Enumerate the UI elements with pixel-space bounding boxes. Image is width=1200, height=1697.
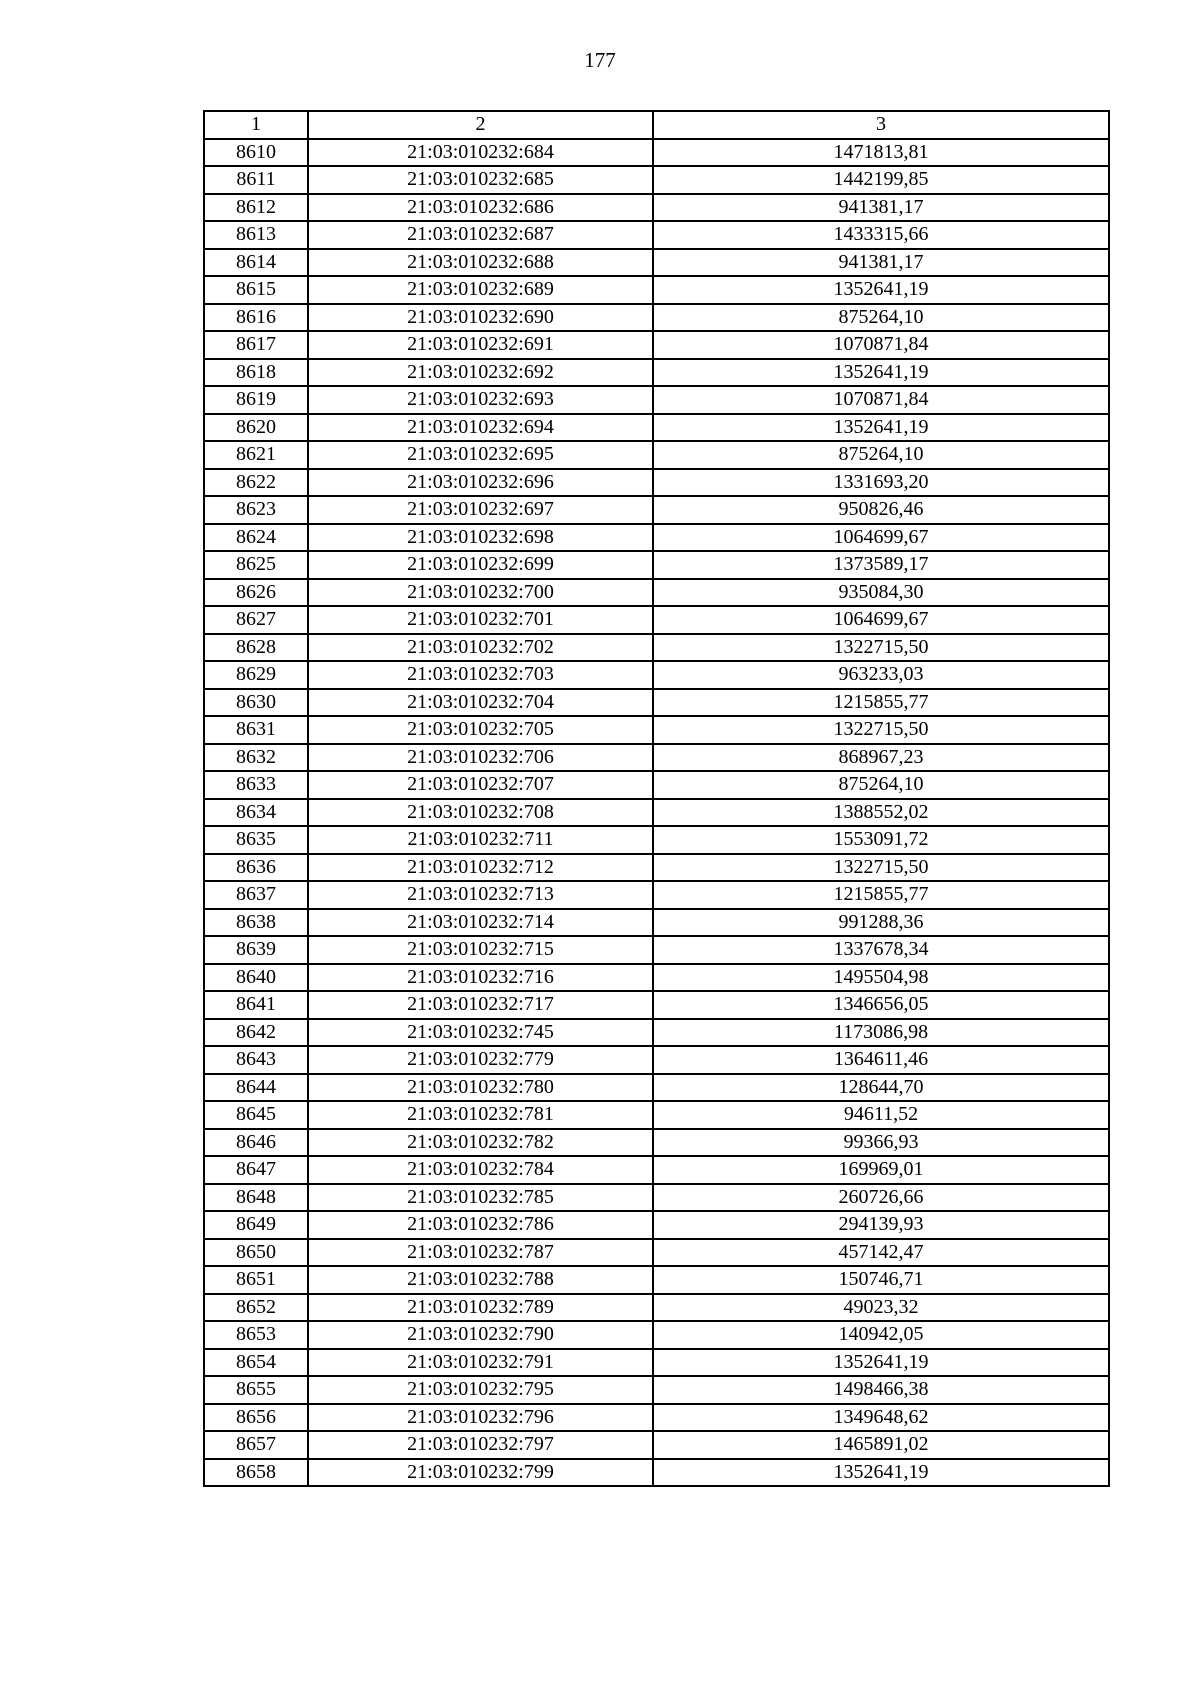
row-number-cell: 8655: [204, 1376, 308, 1404]
table-row: [204, 1046, 1109, 1074]
value-cell: 140942,05: [653, 1321, 1109, 1349]
value-cell: 1352641,19: [653, 359, 1109, 387]
cadastral-number-cell: 21:03:010232:782: [308, 1129, 653, 1157]
value-cell: 260726,66: [653, 1184, 1109, 1212]
value-cell: 868967,23: [653, 744, 1109, 772]
row-number-cell: 8632: [204, 744, 308, 772]
table-row: [204, 1156, 1109, 1184]
value-cell: 1553091,72: [653, 826, 1109, 854]
table-row: [204, 276, 1109, 304]
value-cell: 294139,93: [653, 1211, 1109, 1239]
table-row: [204, 716, 1109, 744]
table-row: [204, 689, 1109, 717]
table-header-row: [204, 111, 1109, 139]
value-cell: 1364611,46: [653, 1046, 1109, 1074]
cadastral-number-cell: 21:03:010232:745: [308, 1019, 653, 1047]
cadastral-number-cell: 21:03:010232:708: [308, 799, 653, 827]
row-number-cell: 8644: [204, 1074, 308, 1102]
row-number-cell: 8630: [204, 689, 308, 717]
table-row: [204, 249, 1109, 277]
value-cell: 875264,10: [653, 304, 1109, 332]
value-cell: 1064699,67: [653, 524, 1109, 552]
row-number-cell: 8613: [204, 221, 308, 249]
cadastral-number-cell: 21:03:010232:700: [308, 579, 653, 607]
value-cell: 1070871,84: [653, 386, 1109, 414]
cadastral-number-cell: 21:03:010232:693: [308, 386, 653, 414]
cadastral-number-cell: 21:03:010232:703: [308, 661, 653, 689]
value-cell: 1349648,62: [653, 1404, 1109, 1432]
cadastral-number-cell: 21:03:010232:711: [308, 826, 653, 854]
row-number-cell: 8626: [204, 579, 308, 607]
row-number-cell: 8618: [204, 359, 308, 387]
row-number-cell: 8622: [204, 469, 308, 497]
cadastral-number-cell: 21:03:010232:785: [308, 1184, 653, 1212]
cadastral-number-cell: 21:03:010232:714: [308, 909, 653, 937]
table-row: [204, 1239, 1109, 1267]
row-number-cell: 8640: [204, 964, 308, 992]
row-number-cell: 8633: [204, 771, 308, 799]
cadastral-number-cell: 21:03:010232:687: [308, 221, 653, 249]
cadastral-number-cell: 21:03:010232:694: [308, 414, 653, 442]
row-number-cell: 8652: [204, 1294, 308, 1322]
table-row: [204, 799, 1109, 827]
table-row: [204, 1266, 1109, 1294]
table-row: [204, 964, 1109, 992]
value-cell: 941381,17: [653, 249, 1109, 277]
value-cell: 1331693,20: [653, 469, 1109, 497]
cadastral-number-cell: 21:03:010232:712: [308, 854, 653, 882]
value-cell: 99366,93: [653, 1129, 1109, 1157]
row-number-cell: 8650: [204, 1239, 308, 1267]
value-cell: 1388552,02: [653, 799, 1109, 827]
cadastral-number-cell: 21:03:010232:717: [308, 991, 653, 1019]
value-cell: 1322715,50: [653, 634, 1109, 662]
value-cell: 1322715,50: [653, 716, 1109, 744]
cadastral-number-cell: 21:03:010232:702: [308, 634, 653, 662]
value-cell: 1215855,77: [653, 689, 1109, 717]
row-number-cell: 8619: [204, 386, 308, 414]
value-cell: 1173086,98: [653, 1019, 1109, 1047]
value-cell: 94611,52: [653, 1101, 1109, 1129]
row-number-cell: 8610: [204, 139, 308, 167]
value-cell: 1471813,81: [653, 139, 1109, 167]
row-number-cell: 8638: [204, 909, 308, 937]
table-row: [204, 1184, 1109, 1212]
table-row: [204, 1349, 1109, 1377]
row-number-cell: 8631: [204, 716, 308, 744]
row-number-cell: 8612: [204, 194, 308, 222]
row-number-cell: 8628: [204, 634, 308, 662]
cadastral-number-cell: 21:03:010232:696: [308, 469, 653, 497]
table-row: [204, 221, 1109, 249]
value-cell: 1442199,85: [653, 166, 1109, 194]
row-number-cell: 8635: [204, 826, 308, 854]
value-cell: 1064699,67: [653, 606, 1109, 634]
value-cell: 941381,17: [653, 194, 1109, 222]
table-row: [204, 991, 1109, 1019]
row-number-cell: 8617: [204, 331, 308, 359]
row-number-cell: 8647: [204, 1156, 308, 1184]
value-cell: 963233,03: [653, 661, 1109, 689]
table-row: [204, 386, 1109, 414]
row-number-cell: 8642: [204, 1019, 308, 1047]
table-row: [204, 1404, 1109, 1432]
cadastral-number-cell: 21:03:010232:706: [308, 744, 653, 772]
value-cell: 169969,01: [653, 1156, 1109, 1184]
table-row: [204, 1019, 1109, 1047]
column-header-3: 3: [653, 111, 1109, 139]
row-number-cell: 8648: [204, 1184, 308, 1212]
cadastral-number-cell: 21:03:010232:786: [308, 1211, 653, 1239]
value-cell: 1373589,17: [653, 551, 1109, 579]
value-cell: 1352641,19: [653, 1349, 1109, 1377]
row-number-cell: 8657: [204, 1431, 308, 1459]
value-cell: 1498466,38: [653, 1376, 1109, 1404]
cadastral-number-cell: 21:03:010232:789: [308, 1294, 653, 1322]
cadastral-number-cell: 21:03:010232:689: [308, 276, 653, 304]
table-row: [204, 909, 1109, 937]
table-row: [204, 524, 1109, 552]
cadastral-number-cell: 21:03:010232:705: [308, 716, 653, 744]
table-row: [204, 469, 1109, 497]
column-header-1: 1: [204, 111, 308, 139]
value-cell: 1495504,98: [653, 964, 1109, 992]
table-row: [204, 1129, 1109, 1157]
table-row: [204, 359, 1109, 387]
table-row: [204, 414, 1109, 442]
table-row: [204, 1294, 1109, 1322]
cadastral-number-cell: 21:03:010232:691: [308, 331, 653, 359]
cadastral-number-cell: 21:03:010232:707: [308, 771, 653, 799]
cadastral-number-cell: 21:03:010232:697: [308, 496, 653, 524]
table-row: [204, 1074, 1109, 1102]
table-row: [204, 634, 1109, 662]
row-number-cell: 8637: [204, 881, 308, 909]
value-cell: 1352641,19: [653, 276, 1109, 304]
value-cell: 150746,71: [653, 1266, 1109, 1294]
row-number-cell: 8624: [204, 524, 308, 552]
cadastral-number-cell: 21:03:010232:787: [308, 1239, 653, 1267]
table-row: [204, 936, 1109, 964]
table-row: [204, 551, 1109, 579]
table-row: [204, 854, 1109, 882]
value-cell: 875264,10: [653, 771, 1109, 799]
cadastral-value-table: [203, 110, 1110, 1487]
value-cell: 935084,30: [653, 579, 1109, 607]
row-number-cell: 8621: [204, 441, 308, 469]
row-number-cell: 8658: [204, 1459, 308, 1487]
value-cell: 49023,32: [653, 1294, 1109, 1322]
value-cell: 1346656,05: [653, 991, 1109, 1019]
table-row: [204, 1459, 1109, 1487]
cadastral-number-cell: 21:03:010232:795: [308, 1376, 653, 1404]
row-number-cell: 8620: [204, 414, 308, 442]
table-body: [204, 139, 1109, 1487]
cadastral-number-cell: 21:03:010232:799: [308, 1459, 653, 1487]
row-number-cell: 8615: [204, 276, 308, 304]
value-cell: 875264,10: [653, 441, 1109, 469]
table-row: [204, 826, 1109, 854]
row-number-cell: 8641: [204, 991, 308, 1019]
cadastral-number-cell: 21:03:010232:715: [308, 936, 653, 964]
row-number-cell: 8634: [204, 799, 308, 827]
cadastral-number-cell: 21:03:010232:796: [308, 1404, 653, 1432]
table-row: [204, 771, 1109, 799]
column-header-2: 2: [308, 111, 653, 139]
row-number-cell: 8645: [204, 1101, 308, 1129]
value-cell: 1215855,77: [653, 881, 1109, 909]
row-number-cell: 8639: [204, 936, 308, 964]
row-number-cell: 8625: [204, 551, 308, 579]
value-cell: 1352641,19: [653, 414, 1109, 442]
page-number: 177: [584, 48, 616, 72]
table-row: [204, 606, 1109, 634]
cadastral-number-cell: 21:03:010232:791: [308, 1349, 653, 1377]
table-row: [204, 881, 1109, 909]
value-cell: 1465891,02: [653, 1431, 1109, 1459]
row-number-cell: 8656: [204, 1404, 308, 1432]
table-row: [204, 661, 1109, 689]
table-row: [204, 496, 1109, 524]
row-number-cell: 8623: [204, 496, 308, 524]
value-cell: 950826,46: [653, 496, 1109, 524]
value-cell: 1337678,34: [653, 936, 1109, 964]
row-number-cell: 8629: [204, 661, 308, 689]
cadastral-number-cell: 21:03:010232:690: [308, 304, 653, 332]
cadastral-number-cell: 21:03:010232:713: [308, 881, 653, 909]
value-cell: 457142,47: [653, 1239, 1109, 1267]
value-cell: 128644,70: [653, 1074, 1109, 1102]
cadastral-number-cell: 21:03:010232:701: [308, 606, 653, 634]
row-number-cell: 8611: [204, 166, 308, 194]
table-row: [204, 166, 1109, 194]
cadastral-number-cell: 21:03:010232:685: [308, 166, 653, 194]
table-row: [204, 1376, 1109, 1404]
cadastral-number-cell: 21:03:010232:780: [308, 1074, 653, 1102]
row-number-cell: 8651: [204, 1266, 308, 1294]
value-cell: 991288,36: [653, 909, 1109, 937]
cadastral-number-cell: 21:03:010232:686: [308, 194, 653, 222]
cadastral-number-cell: 21:03:010232:788: [308, 1266, 653, 1294]
row-number-cell: 8653: [204, 1321, 308, 1349]
row-number-cell: 8614: [204, 249, 308, 277]
row-number-cell: 8649: [204, 1211, 308, 1239]
cadastral-number-cell: 21:03:010232:699: [308, 551, 653, 579]
table-row: [204, 1431, 1109, 1459]
table-row: [204, 441, 1109, 469]
cadastral-number-cell: 21:03:010232:784: [308, 1156, 653, 1184]
cadastral-number-cell: 21:03:010232:704: [308, 689, 653, 717]
row-number-cell: 8627: [204, 606, 308, 634]
cadastral-number-cell: 21:03:010232:692: [308, 359, 653, 387]
row-number-cell: 8654: [204, 1349, 308, 1377]
table-row: [204, 1101, 1109, 1129]
row-number-cell: 8636: [204, 854, 308, 882]
cadastral-number-cell: 21:03:010232:698: [308, 524, 653, 552]
value-cell: 1433315,66: [653, 221, 1109, 249]
cadastral-number-cell: 21:03:010232:688: [308, 249, 653, 277]
table-row: [204, 1321, 1109, 1349]
cadastral-number-cell: 21:03:010232:695: [308, 441, 653, 469]
table-row: [204, 579, 1109, 607]
row-number-cell: 8616: [204, 304, 308, 332]
value-cell: 1352641,19: [653, 1459, 1109, 1487]
value-cell: 1070871,84: [653, 331, 1109, 359]
table-row: [204, 194, 1109, 222]
cadastral-number-cell: 21:03:010232:716: [308, 964, 653, 992]
cadastral-number-cell: 21:03:010232:797: [308, 1431, 653, 1459]
value-cell: 1322715,50: [653, 854, 1109, 882]
cadastral-number-cell: 21:03:010232:684: [308, 139, 653, 167]
table-row: [204, 1211, 1109, 1239]
table-row: [204, 744, 1109, 772]
row-number-cell: 8643: [204, 1046, 308, 1074]
table-row: [204, 304, 1109, 332]
table-row: [204, 139, 1109, 167]
cadastral-number-cell: 21:03:010232:790: [308, 1321, 653, 1349]
row-number-cell: 8646: [204, 1129, 308, 1157]
table-row: [204, 331, 1109, 359]
cadastral-number-cell: 21:03:010232:781: [308, 1101, 653, 1129]
cadastral-number-cell: 21:03:010232:779: [308, 1046, 653, 1074]
